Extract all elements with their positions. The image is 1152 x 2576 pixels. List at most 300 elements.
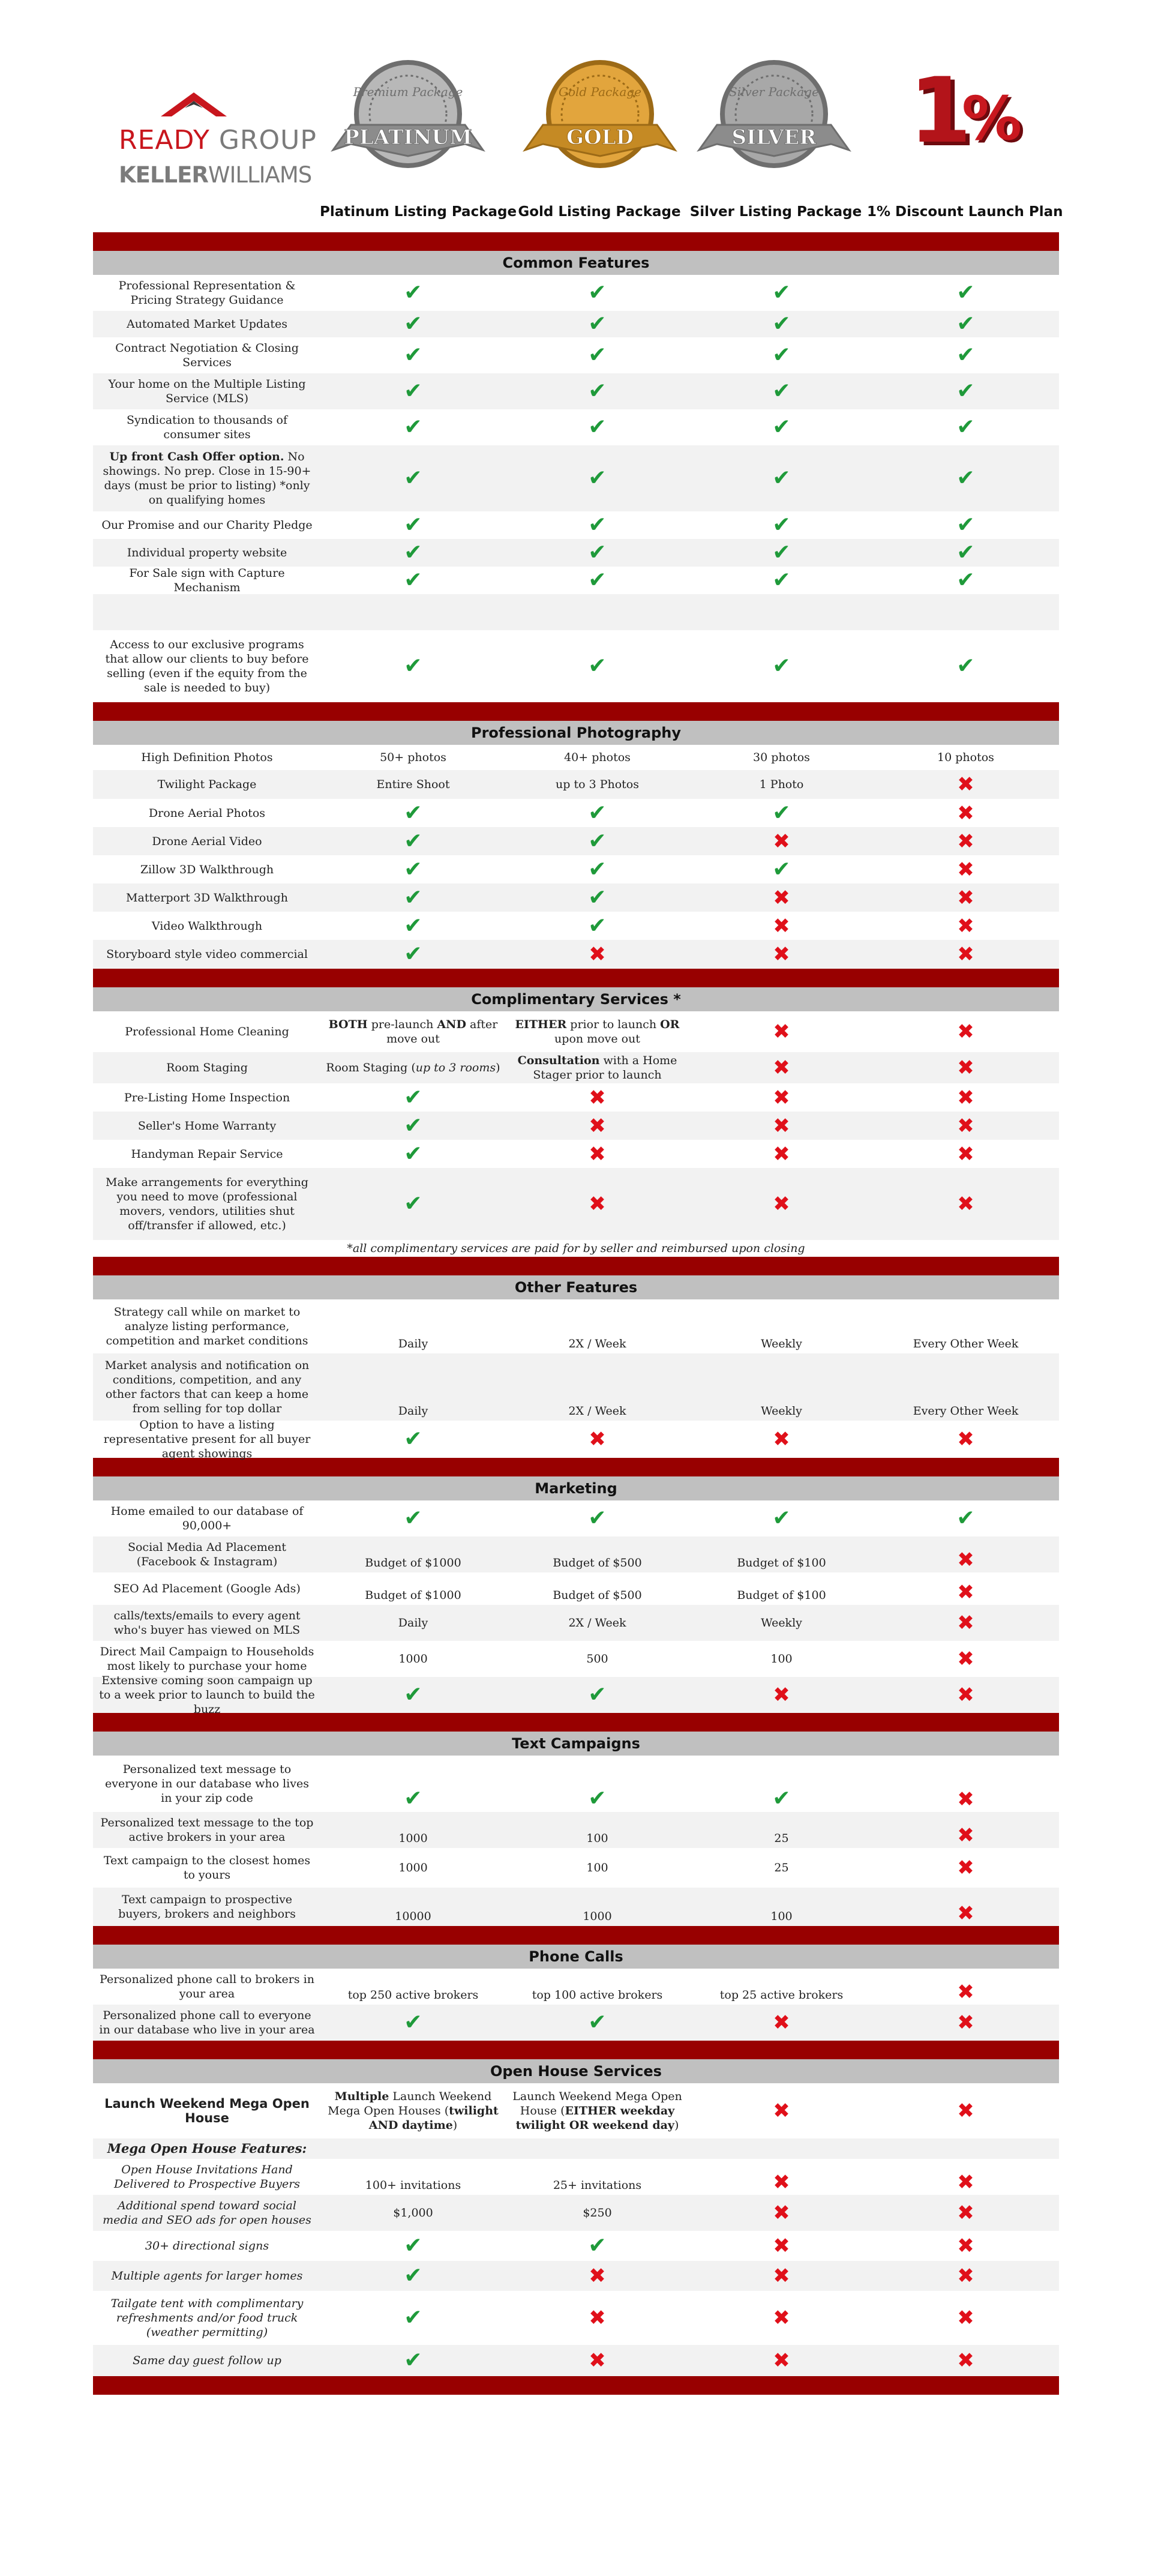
- checkmark-icon: ✔: [772, 1786, 791, 1811]
- cross-icon: ✖: [589, 1427, 606, 1451]
- checkmark-icon: ✔: [588, 856, 607, 882]
- package-cell-1: [505, 1011, 689, 1052]
- package-cell-3: [874, 1083, 1058, 1112]
- package-cell-0: [321, 745, 505, 770]
- feature-label: Extensive coming soon campaign up to a week prior to launch to build the buzz: [99, 1674, 315, 1716]
- checkmark-icon: ✔: [956, 1506, 975, 1530]
- table-row: [93, 2083, 1059, 2138]
- checkmark-icon: ✔: [588, 1786, 607, 1811]
- cross-icon: ✖: [957, 1020, 974, 1044]
- package-cell-3: [874, 883, 1058, 912]
- table-row: [93, 1969, 1059, 2005]
- package-cell-1: [505, 2083, 689, 2138]
- package-heading-0: Platinum Listing Package: [320, 204, 517, 220]
- table-row: [93, 1140, 1059, 1168]
- package-cell-3: [874, 1812, 1058, 1848]
- cross-icon: ✖: [957, 1683, 974, 1707]
- package-cell-3: [874, 1888, 1058, 1926]
- package-cell-1: [505, 2231, 689, 2261]
- package-cell-1: [505, 1140, 689, 1168]
- checkmark-icon: ✔: [772, 800, 791, 825]
- package-cell-0: [321, 1500, 505, 1536]
- cell-value: Budget of $100: [737, 1589, 826, 1602]
- cross-icon: ✖: [957, 1980, 974, 2004]
- package-cell-3: [874, 827, 1058, 855]
- feature-label: Seller's Home Warranty: [137, 1119, 277, 1133]
- checkmark-icon: ✔: [772, 280, 791, 305]
- table-row: [93, 855, 1059, 883]
- package-cell-1: [505, 1168, 689, 1240]
- table-row: [93, 1418, 1059, 1460]
- checkmark-icon: ✔: [404, 942, 422, 966]
- checkmark-icon: ✔: [404, 311, 422, 336]
- checkmark-icon: ✔: [404, 1506, 422, 1530]
- package-cell-3: [874, 1140, 1058, 1168]
- feature-label: Syndication to thousands of consumer sites: [126, 414, 288, 441]
- package-cell-2: [689, 511, 874, 539]
- package-cell-2: [689, 1299, 874, 1353]
- feature-label: Same day guest follow up: [133, 2354, 281, 2367]
- table-row: [93, 1888, 1059, 1926]
- package-cell-0: [321, 2195, 505, 2231]
- package-cell-0: [321, 409, 505, 445]
- cell-value: 2X / Week: [568, 1404, 626, 1418]
- package-cell-0: [321, 1969, 505, 2005]
- medal-label: SILVER: [731, 125, 817, 149]
- package-cell-2: [689, 1140, 874, 1168]
- cross-icon: ✖: [957, 2011, 974, 2035]
- package-cell-3: [874, 1168, 1058, 1240]
- checkmark-icon: ✔: [588, 885, 607, 910]
- checkmark-icon: ✔: [404, 1191, 422, 1216]
- cell-value: Budget of $500: [553, 1589, 642, 1602]
- package-cell-2: [689, 2159, 874, 2195]
- table-row: [93, 539, 1059, 567]
- cross-icon: ✖: [773, 1427, 790, 1451]
- feature-label: Drone Aerial Video: [152, 834, 262, 848]
- checkmark-icon: ✔: [404, 2010, 422, 2035]
- package-cell-1: [505, 770, 689, 799]
- package-cell-1: [505, 1848, 689, 1888]
- package-cell-2: [689, 2261, 874, 2291]
- package-cell-3: [874, 311, 1058, 337]
- cross-icon: ✖: [957, 1823, 974, 1847]
- feature-label: Launch Weekend Mega Open House: [104, 2096, 310, 2125]
- package-cell-3: [874, 1641, 1058, 1677]
- checkmark-icon: ✔: [588, 1682, 607, 1707]
- package-cell-2: [689, 539, 874, 567]
- cross-icon: ✖: [773, 1192, 790, 1216]
- cross-icon: ✖: [773, 2011, 790, 2035]
- package-cell-3: [874, 1536, 1058, 1572]
- section-title: Professional Photography: [93, 721, 1059, 745]
- package-cell-3: [874, 1011, 1058, 1052]
- feature-label: Zillow 3D Walkthrough: [140, 862, 274, 876]
- package-cell-3: [874, 1969, 1058, 2005]
- package-cell-0: [321, 1083, 505, 1112]
- package-cell-2: [689, 409, 874, 445]
- package-cell-3: [874, 1353, 1058, 1421]
- package-cell-3: [874, 2159, 1058, 2195]
- package-cell-3: [874, 2138, 1058, 2159]
- table-row: [93, 594, 1059, 630]
- section-title: Common Features: [93, 251, 1059, 275]
- table-row: [93, 337, 1059, 373]
- package-cell-1: [505, 445, 689, 511]
- table-row: [93, 940, 1059, 969]
- cell-value: 1 Photo: [759, 778, 804, 791]
- cell-value: Budget of $1000: [365, 1556, 461, 1569]
- feature-label: Video Walkthrough: [151, 919, 263, 933]
- package-cell-0: [321, 1168, 505, 1240]
- feature-label: Multiple agents for larger homes: [111, 2269, 303, 2283]
- cross-icon: ✖: [957, 801, 974, 825]
- checkmark-icon: ✔: [404, 415, 422, 439]
- section-title: Phone Calls: [93, 1945, 1059, 1969]
- cross-icon: ✖: [773, 2234, 790, 2258]
- package-cell-0: [321, 827, 505, 855]
- package-cell-3: [874, 2083, 1058, 2138]
- cross-icon: ✖: [957, 1611, 974, 1635]
- cell-value: 2X / Week: [568, 1616, 626, 1630]
- checkmark-icon: ✔: [404, 568, 422, 592]
- cross-icon: ✖: [957, 2099, 974, 2123]
- package-cell-0: [321, 539, 505, 567]
- package-cell-1: [505, 1605, 689, 1641]
- package-cell-1: [505, 594, 689, 630]
- package-cell-3: [874, 511, 1058, 539]
- feature-label: Social Media Ad Placement (Facebook & Instagram): [127, 1541, 287, 1568]
- table-row: [93, 883, 1059, 912]
- checkmark-icon: ✔: [404, 1786, 422, 1811]
- package-cell-1: [505, 745, 689, 770]
- cell-value: Weekly: [761, 1337, 802, 1350]
- section-divider-bar: [93, 1926, 1059, 1945]
- package-cell-1: [505, 1083, 689, 1112]
- table-row: [93, 1112, 1059, 1140]
- checkmark-icon: ✔: [404, 1085, 422, 1110]
- cell-value: 100: [770, 1910, 793, 1923]
- package-cell-1: [505, 1299, 689, 1353]
- feature-label-bold: Up front Cash Offer option.: [109, 450, 284, 463]
- package-cell-0: [321, 770, 505, 799]
- checkmark-icon: ✔: [956, 379, 975, 403]
- cell-value: 1000: [583, 1910, 612, 1923]
- cross-icon: ✖: [773, 1020, 790, 1044]
- checkmark-icon: ✔: [588, 800, 607, 825]
- package-cell-0: [321, 2261, 505, 2291]
- package-cell-2: [689, 2083, 874, 2138]
- cross-icon: ✖: [589, 2264, 606, 2288]
- checkmark-icon: ✔: [772, 379, 791, 403]
- package-cell-3: [874, 2345, 1058, 2376]
- package-cell-1: [505, 409, 689, 445]
- feature-label: Personalized text message to the top active brokers in your area: [100, 1816, 314, 1844]
- feature-label: Professional Representation & Pricing Strategy Guidance: [118, 279, 296, 307]
- table-row: [93, 373, 1059, 409]
- section-title: Text Campaigns: [93, 1732, 1059, 1756]
- package-cell-2: [689, 799, 874, 827]
- checkmark-icon: ✔: [772, 343, 791, 367]
- feature-label: Professional Home Cleaning: [125, 1025, 289, 1038]
- package-cell-2: [689, 1848, 874, 1888]
- cell-value: $250: [583, 2206, 612, 2219]
- package-cell-2: [689, 1888, 874, 1926]
- cell-value: 100: [586, 1861, 608, 1874]
- package-cell-3: [874, 539, 1058, 567]
- checkmark-icon: ✔: [404, 343, 422, 367]
- medal-subtitle: Silver Package: [729, 85, 819, 99]
- cross-icon: ✖: [773, 1056, 790, 1080]
- platinum-medal-icon: [327, 54, 489, 186]
- package-cell-1: [505, 2345, 689, 2376]
- package-cell-1: [505, 855, 689, 883]
- package-cell-3: [874, 373, 1058, 409]
- package-cell-1: [505, 2138, 689, 2159]
- cell-value: Budget of $100: [737, 1556, 826, 1569]
- checkmark-icon: ✔: [588, 415, 607, 439]
- package-cell-3: [874, 567, 1058, 594]
- cell-value: Daily: [398, 1616, 428, 1630]
- package-cell-3: [874, 912, 1058, 940]
- checkmark-icon: ✔: [404, 2233, 422, 2258]
- table-row: [93, 2231, 1059, 2261]
- cell-value: top 100 active brokers: [532, 1988, 663, 2002]
- cross-icon: ✖: [957, 1192, 974, 1216]
- table-row: [93, 799, 1059, 827]
- feature-label: For Sale sign with Capture Mechanism: [129, 567, 285, 594]
- package-cell-0: [321, 567, 505, 594]
- package-cell-3: [874, 445, 1058, 511]
- package-cell-1: [505, 539, 689, 567]
- table-row: [93, 1299, 1059, 1353]
- cross-icon: ✖: [773, 2349, 790, 2373]
- cross-icon: ✖: [957, 1113, 974, 1138]
- cell-value: EITHER prior to launch OR upon move out: [515, 1018, 680, 1046]
- package-cell-1: [505, 1756, 689, 1812]
- package-cell-0: [321, 799, 505, 827]
- package-cell-0: [321, 940, 505, 969]
- table-row: [93, 630, 1059, 702]
- package-cell-0: [321, 1140, 505, 1168]
- package-cell-2: [689, 337, 874, 373]
- section-title: Other Features: [93, 1275, 1059, 1299]
- feature-label: Matterport 3D Walkthrough: [126, 891, 288, 904]
- package-cell-0: [321, 337, 505, 373]
- table-row: [93, 827, 1059, 855]
- cross-icon: ✖: [773, 2099, 790, 2123]
- package-cell-2: [689, 827, 874, 855]
- cross-icon: ✖: [957, 1901, 974, 1925]
- checkmark-icon: ✔: [404, 513, 422, 537]
- feature-label: [93, 445, 321, 511]
- cell-value: up to 3 Photos: [556, 778, 639, 791]
- table-row: [93, 445, 1059, 511]
- package-cell-1: [505, 373, 689, 409]
- cell-value: Daily: [398, 1404, 428, 1418]
- cross-icon: ✖: [957, 1427, 974, 1451]
- package-cell-1: [505, 275, 689, 311]
- package-cell-1: [505, 567, 689, 594]
- package-cell-1: [505, 2291, 689, 2345]
- cross-icon: ✖: [957, 1580, 974, 1604]
- cross-icon: ✖: [957, 2306, 974, 2330]
- medal-subtitle: Gold Package: [559, 85, 641, 99]
- checkmark-icon: ✔: [588, 654, 607, 678]
- checkmark-icon: ✔: [956, 280, 975, 305]
- checkmark-icon: ✔: [588, 466, 607, 490]
- feature-label-rest: No showings. No prep. Close in 15-90+ days (must be prior to listing) *only on qualifying homes: [103, 450, 311, 507]
- medal-label: GOLD: [566, 125, 634, 149]
- cross-icon: ✖: [957, 1548, 974, 1572]
- package-heading-2: Silver Listing Package: [689, 204, 862, 220]
- feature-label: Personalized phone call to brokers in your area: [100, 1973, 314, 2000]
- package-cell-3: [874, 1299, 1058, 1353]
- feature-label: Your home on the Multiple Listing Service (MLS): [108, 378, 306, 405]
- cross-icon: ✖: [957, 2349, 974, 2373]
- table-row: [93, 311, 1059, 337]
- package-cell-2: [689, 770, 874, 799]
- table-row: [93, 275, 1059, 311]
- package-cell-1: [505, 912, 689, 940]
- cell-value: 1000: [398, 1652, 428, 1666]
- cell-value: 25: [774, 1832, 789, 1845]
- package-cell-1: [505, 2005, 689, 2041]
- package-cell-1: [505, 799, 689, 827]
- cell-value: Every Other Week: [913, 1404, 1019, 1418]
- package-cell-1: [505, 2159, 689, 2195]
- cell-value: Daily: [398, 1337, 428, 1350]
- package-cell-0: [321, 1812, 505, 1848]
- package-cell-3: [874, 799, 1058, 827]
- package-cell-1: [505, 511, 689, 539]
- feature-label: Strategy call while on market to analyze listing performance, competition and market conditions: [106, 1305, 308, 1347]
- checkmark-icon: ✔: [588, 2010, 607, 2035]
- checkmark-icon: ✔: [404, 1113, 422, 1138]
- checkmark-icon: ✔: [956, 311, 975, 336]
- feature-label: calls/texts/emails to every agent who's buyer has viewed on MLS: [113, 1609, 301, 1637]
- package-cell-1: [505, 337, 689, 373]
- cell-value: top 25 active brokers: [719, 1988, 844, 2002]
- roof-arrow-icon: [161, 90, 227, 119]
- package-cell-1: [505, 1572, 689, 1605]
- ready-group-keller-williams-logo: [114, 90, 317, 192]
- feature-label: 30+ directional signs: [145, 2239, 269, 2252]
- section-title: Marketing: [93, 1476, 1059, 1500]
- package-cell-0: [321, 1888, 505, 1926]
- cross-icon: ✖: [773, 1085, 790, 1110]
- cross-icon: ✖: [589, 942, 606, 966]
- package-cell-3: [874, 855, 1058, 883]
- cell-value: 30 photos: [753, 751, 810, 764]
- table-row: [93, 1756, 1059, 1812]
- package-cell-3: [874, 1605, 1058, 1641]
- cross-icon: ✖: [957, 2264, 974, 2288]
- package-cell-0: [321, 311, 505, 337]
- section-title: Complimentary Services *: [93, 987, 1059, 1011]
- package-cell-0: [321, 2231, 505, 2261]
- package-cell-0: [321, 630, 505, 702]
- cell-value: 2X / Week: [568, 1337, 626, 1350]
- package-cell-3: [874, 745, 1058, 770]
- package-cell-1: [505, 1677, 689, 1713]
- package-cell-2: [689, 1812, 874, 1848]
- table-row: [93, 912, 1059, 940]
- package-cell-1: [505, 1812, 689, 1848]
- cross-icon: ✖: [589, 1142, 606, 1166]
- cell-value: top 250 active brokers: [347, 1988, 479, 2002]
- one-percent-badge: 1 %: [909, 59, 1022, 163]
- package-cell-3: [874, 1848, 1058, 1888]
- feature-label: Personalized phone call to everyone in our database who live in your area: [99, 2009, 315, 2036]
- package-cell-2: [689, 1536, 874, 1572]
- package-cell-3: [874, 2231, 1058, 2261]
- feature-label: Access to our exclusive programs that allow our clients to buy before selling (even if the equity from the sale is needed to buy): [105, 638, 309, 694]
- checkmark-icon: ✔: [772, 568, 791, 592]
- package-cell-0: [321, 883, 505, 912]
- feature-label: Personalized text message to everyone in our database who lives in your zip code: [105, 1763, 309, 1805]
- checkmark-icon: ✔: [772, 415, 791, 439]
- feature-label: Market analysis and notification on conditions, competition, and any other factors that can keep a home from selling for top dollar: [104, 1359, 310, 1415]
- checkmark-icon: ✔: [588, 311, 607, 336]
- feature-label: Room Staging: [166, 1061, 248, 1074]
- cross-icon: ✖: [773, 2201, 790, 2225]
- package-heading-1: Gold Listing Package: [518, 204, 681, 220]
- feature-label: [93, 594, 321, 630]
- checkmark-icon: ✔: [588, 913, 607, 938]
- checkmark-icon: ✔: [404, 2348, 422, 2373]
- feature-label: Tailgate tent with complimentary refreshments and/or food truck (weather permitting): [110, 2297, 304, 2339]
- package-cell-0: [321, 2159, 505, 2195]
- checkmark-icon: ✔: [404, 466, 422, 490]
- table-row: [93, 1536, 1059, 1572]
- package-cell-2: [689, 1969, 874, 2005]
- cell-value: 100: [586, 1832, 608, 1845]
- checkmark-icon: ✔: [588, 1506, 607, 1530]
- package-cell-1: [505, 1353, 689, 1421]
- cell-value: BOTH pre-launch AND after move out: [328, 1018, 498, 1046]
- feature-label: Automated Market Updates: [126, 317, 288, 331]
- package-cell-0: [321, 1421, 505, 1458]
- package-cell-2: [689, 311, 874, 337]
- cross-icon: ✖: [773, 2170, 790, 2194]
- package-cell-2: [689, 1353, 874, 1421]
- cross-icon: ✖: [589, 1192, 606, 1216]
- checkmark-icon: ✔: [956, 568, 975, 592]
- table-row: [93, 2005, 1059, 2041]
- cell-value: 1000: [398, 1832, 428, 1845]
- feature-label: Text campaign to prospective buyers, brokers and neighbors: [118, 1893, 296, 1921]
- cross-icon: ✖: [957, 2201, 974, 2225]
- cross-icon: ✖: [773, 2264, 790, 2288]
- package-cell-0: [321, 1112, 505, 1140]
- package-cell-3: [874, 594, 1058, 630]
- package-cell-0: [321, 1052, 505, 1083]
- checkmark-icon: ✔: [772, 466, 791, 490]
- cross-icon: ✖: [773, 829, 790, 853]
- cell-value: Every Other Week: [913, 1337, 1019, 1350]
- feature-label: Home emailed to our database of 90,000+: [110, 1505, 304, 1532]
- package-cell-2: [689, 1011, 874, 1052]
- package-cell-2: [689, 1605, 874, 1641]
- logo-keller-williams: KELLERWILLIAMS: [119, 162, 312, 188]
- feature-label: Make arrangements for everything you need to move (professional movers, vendors, utilities shut off/transfer if allowed, etc.): [106, 1176, 308, 1232]
- package-cell-3: [874, 940, 1058, 969]
- table-row: [93, 567, 1059, 594]
- package-cell-1: [505, 827, 689, 855]
- package-cell-0: [321, 1011, 505, 1052]
- table-row: [93, 511, 1059, 539]
